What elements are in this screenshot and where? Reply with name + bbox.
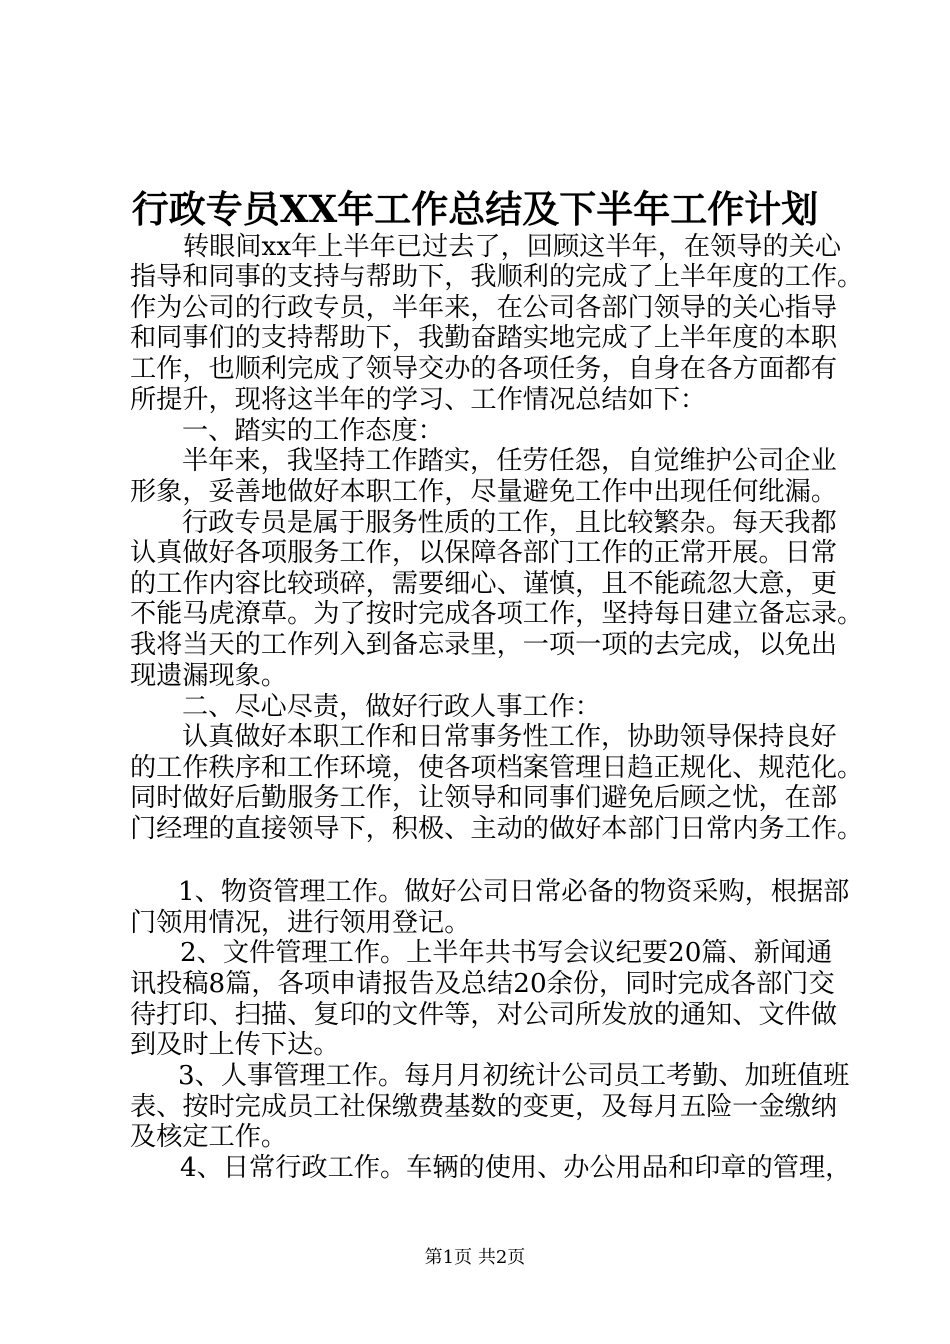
- list-item-line: 门领用情况，进行领用登记。: [130, 908, 471, 938]
- body-line: 门经理的直接领导下，积极、主动的做好本部门日常内务工作。: [130, 814, 864, 844]
- section-heading: 一、踏实的工作态度：: [182, 416, 444, 446]
- list-item-line: 4、日常行政工作。车辆的使用、办公用品和印章的管理，: [180, 1153, 852, 1183]
- list-item-line: 表、按时完成员工社保缴费基数的变更，及每月五险一金缴纳: [130, 1092, 838, 1122]
- body-line: 认真做好本职工作和日常事务性工作，协助领导保持良好: [182, 722, 837, 752]
- list-item-line: 3、人事管理工作。每月月初统计公司员工考勤、加班值班: [178, 1061, 850, 1091]
- body-line: 和同事们的支持帮助下，我勤奋踏实地完成了上半年度的本职: [130, 323, 838, 353]
- body-line: 认真做好各项服务工作，以保障各部门工作的正常开展。日常: [130, 538, 838, 568]
- body-line: 半年来，我坚持工作踏实，任劳任怨，自觉维护公司企业: [182, 446, 837, 476]
- body-line: 作为公司的行政专员，半年来，在公司各部门领导的关心指导: [130, 293, 838, 323]
- document-title: 行政专员XX年工作总结及下半年工作计划: [131, 187, 819, 231]
- body-line: 现遗漏现象。: [130, 661, 288, 691]
- body-line: 形象，妥善地做好本职工作，尽量避免工作中出现任何纰漏。: [130, 477, 838, 507]
- body-line: 同时做好后勤服务工作，让领导和同事们避免后顾之忧，在部: [130, 783, 838, 813]
- body-line: 工作，也顺利完成了领导交办的各项任务，自身在各方面都有: [130, 354, 838, 384]
- body-line: 行政专员是属于服务性质的工作，且比较繁杂。每天我都: [182, 508, 837, 538]
- list-item-line: 待打印、扫描、复印的文件等，对公司所发放的通知、文件做: [130, 1000, 838, 1030]
- body-line: 的工作秩序和工作环境，使各项档案管理日趋正规化、规范化。: [130, 753, 864, 783]
- body-line: 的工作内容比较琐碎，需要细心、谨慎，且不能疏忽大意，更: [130, 569, 838, 599]
- list-item-line: 2、文件管理工作。上半年共书写会议纪要20篇、新闻通: [180, 938, 833, 968]
- section-heading: 二、尽心尽责，做好行政人事工作：: [182, 692, 601, 722]
- list-item-line: 1、物资管理工作。做好公司日常必备的物资采购，根据部: [178, 877, 850, 907]
- body-line: 指导和同事的支持与帮助下，我顺利的完成了上半年度的工作。: [130, 262, 864, 292]
- list-item-line: 及核定工作。: [130, 1122, 288, 1152]
- body-line: 所提升，现将这半年的学习、工作情况总结如下：: [130, 385, 707, 415]
- body-line: 我将当天的工作列入到备忘录里，一项一项的去完成，以免出: [130, 630, 838, 660]
- body-line: 不能马虎潦草。为了按时完成各项工作，坚持每日建立备忘录。: [130, 599, 864, 629]
- list-item-line: 到及时上传下达。: [130, 1030, 340, 1060]
- body-line: 转眼间xx年上半年已过去了，回顾这半年，在领导的关心: [183, 232, 842, 262]
- list-item-line: 讯投稿8篇，各项申请报告及总结20余份，同时完成各部门交: [130, 969, 835, 999]
- page-number: 第1页 共2页: [424, 1247, 526, 1268]
